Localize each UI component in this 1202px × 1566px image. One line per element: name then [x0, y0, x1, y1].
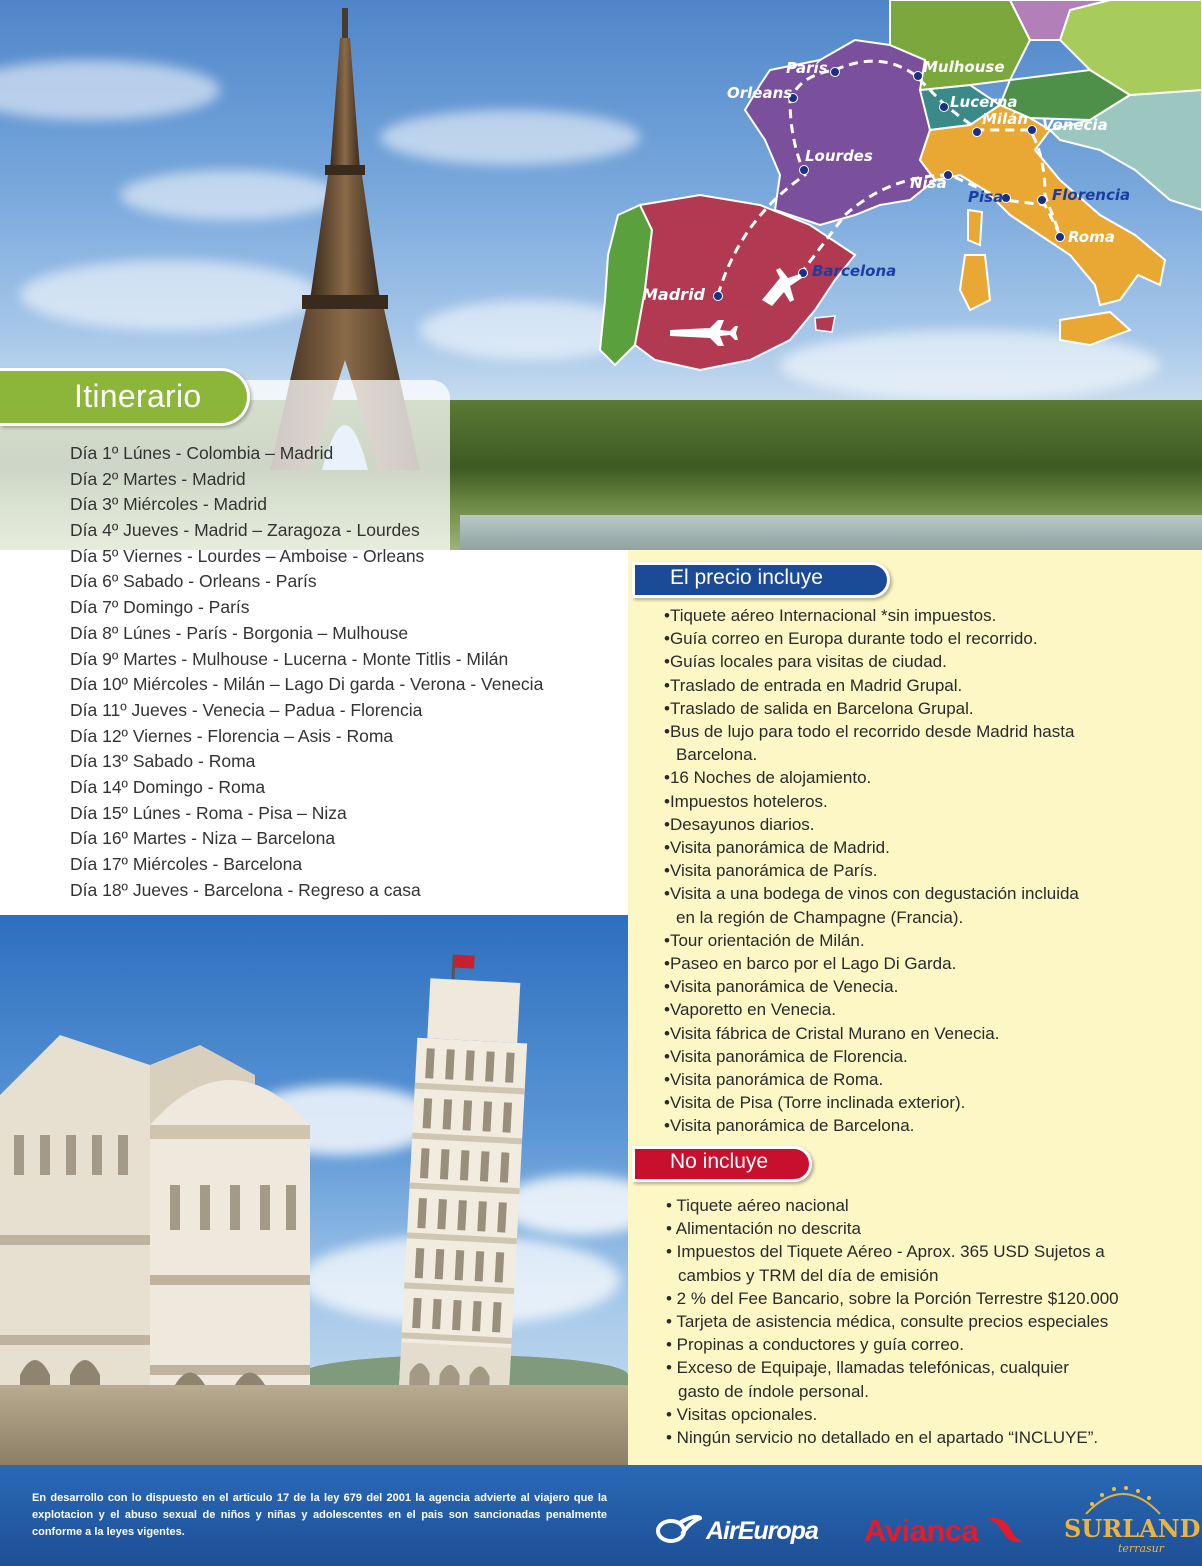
- city-label-orleans: Orleans: [727, 84, 793, 102]
- itinerary-day: Día 16º Martes - Niza – Barcelona: [70, 828, 336, 849]
- surland-logo: SURLAND: [1064, 1514, 1201, 1543]
- list-item: •Visita de Pisa (Torre inclinada exterior).: [664, 1093, 966, 1113]
- city-label-lucerna: Lucerna: [950, 93, 1018, 111]
- list-item: cambios y TRM del día de emisión: [678, 1265, 939, 1285]
- list-item: •Guía correo en Europa durante todo el recorrido.: [664, 629, 1038, 649]
- list-item: Barcelona.: [676, 745, 758, 765]
- pisa-photo: [0, 915, 628, 1465]
- city-label-mulhouse: Mulhouse: [923, 58, 1005, 76]
- list-item: • Alimentación no descrita: [666, 1219, 861, 1239]
- list-item: •Impuestos hoteleros.: [664, 791, 828, 811]
- itinerary-day: Día 7º Domingo - París: [70, 597, 250, 618]
- city-label-barcelona: Barcelona: [812, 262, 897, 280]
- itinerary-day: Día 2º Martes - Madrid: [70, 468, 246, 489]
- itinerary-day: Día 14º Domingo - Roma: [70, 776, 266, 797]
- aireuropa-logo: AirEuropa: [706, 1517, 818, 1545]
- list-item: • Visitas opcionales.: [666, 1404, 818, 1424]
- itinerary-day: Día 9º Martes - Mulhouse - Lucerna - Monte Titlis - Milán: [70, 648, 509, 669]
- route-map: [590, 0, 1202, 380]
- city-label-florencia: Florencia: [1052, 186, 1131, 204]
- list-item: •Paseo en barco por el Lago Di Garda.: [664, 954, 957, 974]
- itinerary-day: Día 17º Miércoles - Barcelona: [70, 854, 303, 874]
- itinerary-day: Día 4º Jueves - Madrid – Zaragoza - Lourdes: [70, 520, 420, 541]
- itinerary-day: Día 13º Sabado - Roma: [70, 751, 256, 772]
- list-item: •Guías locales para visitas de ciudad.: [664, 652, 947, 672]
- city-label-madrid: Madrid: [642, 285, 705, 304]
- list-item: •Visita panorámica de Venecia.: [664, 977, 899, 997]
- city-label-milan: Milán: [982, 110, 1029, 128]
- list-item: •Visita panorámica de Madrid.: [664, 838, 890, 858]
- list-item: •Traslado de salida en Barcelona Grupal.: [664, 698, 974, 718]
- list-item: •Bus de lujo para todo el recorrido desde Madrid hasta: [664, 722, 1075, 742]
- itinerary-day: Día 15º Lúnes - Roma - Pisa – Niza: [70, 802, 347, 823]
- itinerary-list: [70, 441, 543, 903]
- city-label-roma: Roma: [1068, 228, 1115, 246]
- includes-list: [664, 604, 1079, 1138]
- list-item: gasto de índole personal.: [678, 1381, 869, 1401]
- itinerary-day: Día 12º Viernes - Florencia – Asis - Roma: [70, 725, 394, 746]
- legal-notice: En desarrollo con lo dispuesto en el articulo 17 de la ley 679 del 2001 la agencia advierte al viajero que la explotacion y el abuso sexual de niños y niñas y adolescentes en el pais son sancionadas penalmente conforme a la leyes vigentes.: [32, 1492, 607, 1538]
- surland-stars-icon: [1078, 1480, 1168, 1516]
- city-label-lourdes: Lourdes: [805, 147, 873, 165]
- city-label-venecia: Venecia: [1042, 116, 1108, 134]
- list-item: •Vaporetto en Venecia.: [664, 1000, 836, 1020]
- surland-subtitle: terrasur: [1118, 1542, 1164, 1555]
- list-item: • Tiquete aéreo nacional: [666, 1196, 849, 1215]
- itinerary-day: Día 5º Viernes - Lourdes – Amboise - Orleans: [70, 545, 425, 566]
- pisa-square: [0, 1385, 628, 1465]
- itinerary-day: Día 10º Miércoles - Milán – Lago Di garda - Verona - Venecia: [70, 674, 544, 695]
- itinerary-day: Día 18º Jueves - Barcelona - Regreso a casa: [70, 879, 421, 900]
- list-item: • Exceso de Equipaje, llamadas telefónicas, cualquier: [666, 1358, 1069, 1378]
- list-item: •Visita a una bodega de vinos con degustación incluida: [664, 884, 1079, 904]
- list-item: •Traslado de entrada en Madrid Grupal.: [664, 675, 963, 695]
- itinerary-day: Día 8º Lúnes - París - Borgonia – Mulhouse: [70, 622, 409, 643]
- list-item: •Visita panorámica de Barcelona.: [664, 1116, 915, 1136]
- itinerary-day: Día 6º Sabado - Orleans - París: [70, 571, 317, 592]
- list-item: •16 Noches de alojamiento.: [664, 768, 872, 788]
- list-item: •Visita fábrica de Cristal Murano en Venecia.: [664, 1023, 1000, 1043]
- list-item: •Tour orientación de Milán.: [664, 930, 865, 950]
- avianca-logo: Avianca: [864, 1513, 979, 1548]
- list-item: • Ningún servicio no detallado en el apartado “INCLUYE”.: [666, 1428, 1099, 1448]
- list-item: •Desayunos diarios.: [664, 814, 815, 834]
- itinerary-title: Itinerario: [74, 378, 202, 414]
- itinerary-day: Día 3º Miércoles - Madrid: [70, 494, 268, 515]
- itinerary-day: Día 1º Lúnes - Colombia – Madrid: [70, 443, 334, 463]
- list-item: • Tarjeta de asistencia médica, consulte precios especiales: [666, 1312, 1109, 1332]
- includes-title: El precio incluye: [670, 566, 823, 589]
- city-label-nisa: Nisa: [910, 174, 947, 192]
- list-item: •Visita panorámica de París.: [664, 861, 878, 881]
- list-item: en la región de Champagne (Francia).: [676, 907, 964, 927]
- list-item: • Propinas a conductores y guía correo.: [666, 1335, 964, 1355]
- park-fountain: [460, 515, 1202, 550]
- avianca-bird-icon: [985, 1508, 1025, 1548]
- list-item: •Visita panorámica de Roma.: [664, 1070, 884, 1090]
- city-label-pisa: Pisa: [968, 188, 1004, 206]
- city-label-paris: París: [786, 59, 828, 77]
- list-item: • Impuestos del Tiquete Aéreo - Aprox. 365 USD Sujetos a: [666, 1242, 1105, 1262]
- list-item: • 2 % del Fee Bancario, sobre la Porción Terrestre $120.000: [666, 1288, 1119, 1308]
- excludes-list: [666, 1194, 1119, 1449]
- list-item: •Tiquete aéreo Internacional *sin impuestos.: [664, 606, 997, 625]
- excludes-title: No incluye: [670, 1150, 769, 1173]
- aireuropa-logo-icon: [654, 1512, 702, 1546]
- itinerary-day: Día 11º Jueves - Venecia – Padua - Florencia: [70, 699, 423, 720]
- list-item: •Visita panorámica de Florencia.: [664, 1046, 908, 1066]
